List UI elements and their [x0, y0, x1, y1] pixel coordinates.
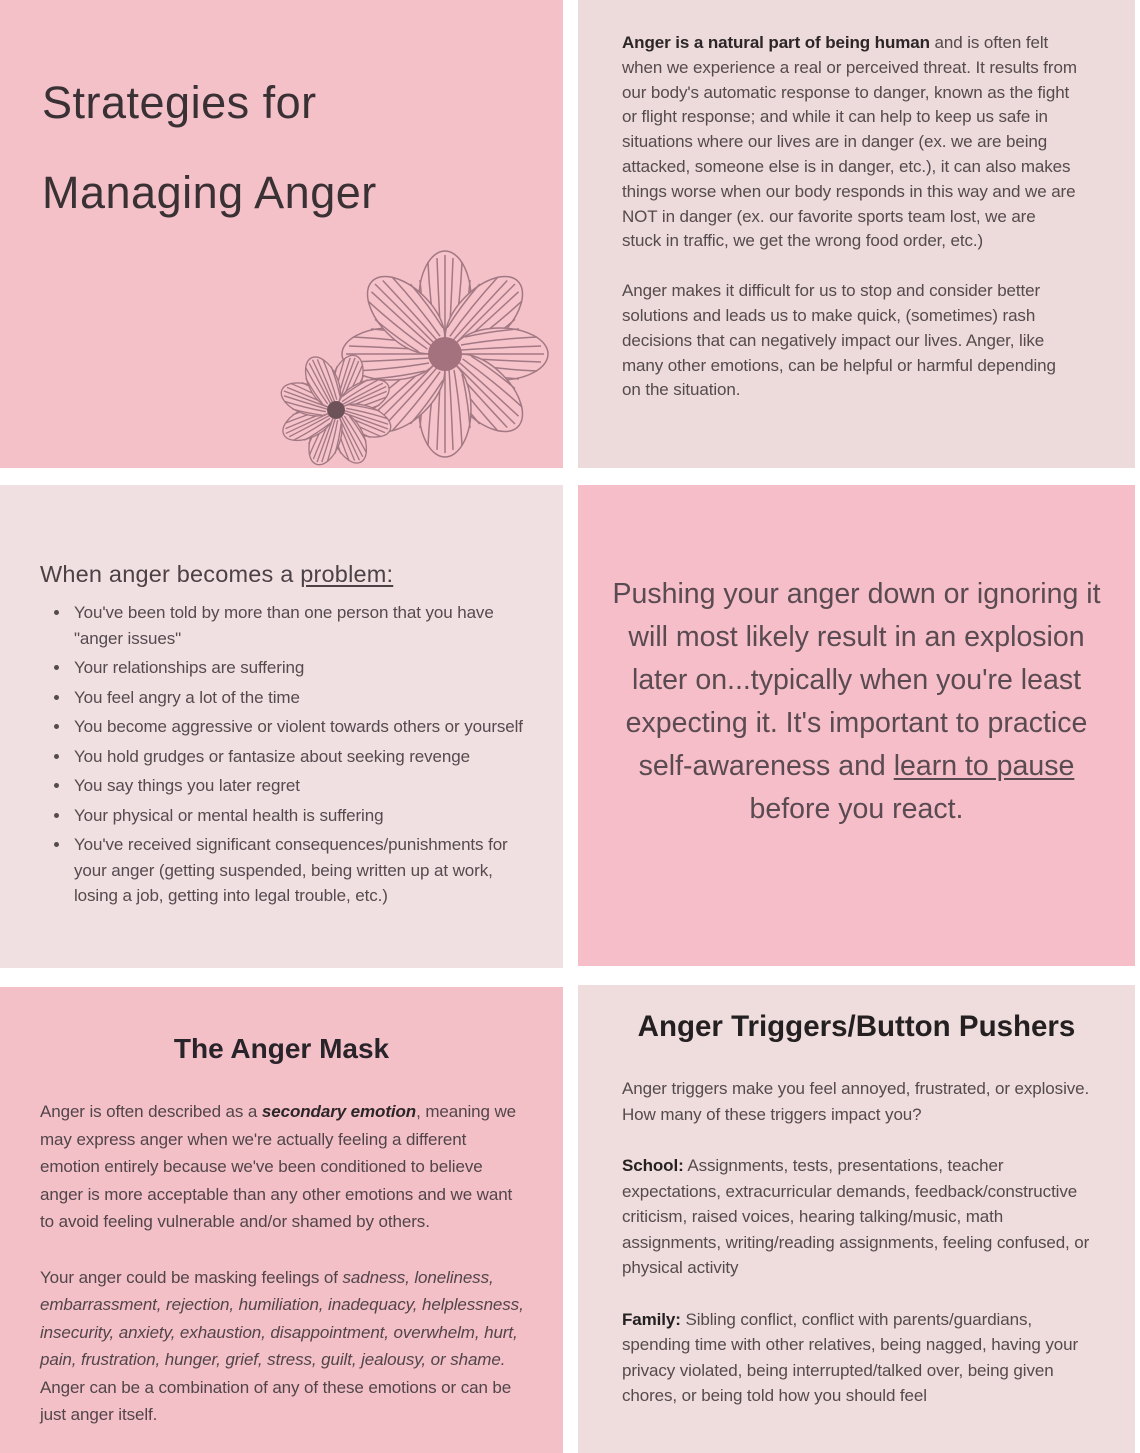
problem-heading: [40, 559, 537, 589]
anger-mask-paragraph-1: [40, 1098, 525, 1236]
triggers-family-text: Sibling conflict, conflict with parents/guardians, spending time with other relatives, being nagged, having your privacy violated, being interrupted/talked over, being given chores, or being told how you should feel: [622, 1309, 1079, 1405]
problem-bullet: • You feel angry a lot of the time: [71, 685, 537, 711]
flower-illustration-icon: [258, 242, 560, 468]
problem-bullet: • You say things you later regret: [71, 773, 537, 799]
mask-p1-emphasis: secondary emotion: [261, 1102, 417, 1121]
problem-bullet: • You've been told by more than one person that you have "anger issues": [71, 600, 537, 651]
anger-mask-heading: The Anger Mask: [173, 1033, 390, 1064]
triggers-intro: Anger triggers make you feel annoyed, frustrated, or explosive. How many of these triggers impact you?: [622, 1079, 1090, 1124]
intro-bold-lead: Anger is a natural part of being human: [622, 33, 930, 52]
anger-mask-paragraph-2: [40, 1264, 525, 1429]
mask-p1-prefix: Anger is often described as a: [40, 1102, 262, 1121]
problem-bullet: • You hold grudges or fantasize about seeking revenge: [71, 744, 537, 770]
problem-bullet: • Your relationships are suffering: [71, 655, 537, 681]
problem-bullet-list: [40, 600, 537, 909]
quote-underlined: learn to pause: [893, 750, 1075, 782]
problem-bullet: • Your physical or mental health is suffering: [71, 803, 537, 829]
quote-block: [578, 485, 1135, 966]
problem-heading-underlined: problem:: [300, 561, 394, 587]
triggers-school-paragraph: [622, 1153, 1095, 1281]
triggers-heading: Anger Triggers/Button Pushers: [637, 1010, 1076, 1043]
triggers-family-label: Family:: [622, 1309, 681, 1329]
problem-bullet: • You've received significant consequences/punishments for your anger (getting suspended, being written up at work, losing a job, getting into legal trouble, etc.): [71, 832, 537, 909]
title-block: [0, 0, 563, 468]
problem-bullet: • You become aggressive or violent towards others or yourself: [71, 714, 537, 740]
intro-paragraph-2: Anger makes it difficult for us to stop and consider better solutions and leads us to make quick, (sometimes) rash decisions that can negatively impact our lives. Anger, like many other emotions, can be helpful or harmful depending on the situation.: [622, 281, 1056, 400]
quote-part-2: before you react.: [749, 793, 964, 825]
triggers-school-text: Assignments, tests, presentations, teacher expectations, extracurricular demands, feedback/constructive criticism, raised voices, hearing talking/music, math assignments, writing/reading assignments, feeling confused, or physical activity: [622, 1156, 1090, 1277]
mask-p2-feelings-list: sadness, loneliness, embarrassment, rejection, humiliation, inadequacy, helplessness, insecurity, anxiety, exhaustion, disappointment, overwhelm, hurt, pain, frustration, hunger, grief, stress, guilt, jealousy, or shame.: [40, 1267, 524, 1369]
problem-heading-prefix: When anger becomes a: [40, 561, 301, 587]
intro-paragraph-1-text: and is often felt when we experience a real or perceived threat. It results from our body's automatic response to danger, known as the fight or flight response; and while it can help to keep us safe in situations where our lives are in danger (ex. we are being attacked, someone else is in danger, etc.), it can also makes things worse when our body responds in this way and we are NOT in danger (ex. our favorite sports team lost, we are stuck in traffic, we get the wrong food order, etc.): [622, 33, 1077, 251]
triggers-family-paragraph: [622, 1307, 1095, 1409]
mask-p2-prefix: Your anger could be masking feelings of: [40, 1267, 343, 1287]
page-title: Strategies for Managing Anger: [42, 77, 377, 218]
anger-mask-block: [0, 987, 563, 1453]
triggers-block: [578, 985, 1135, 1453]
mask-p1-rest: , meaning we may express anger when we're actually feeling a different emotion entirely because we've been conditioned to believe anger is more acceptable than any other emotions and we want to avoid feeling vulnerable and/or shamed by others.: [40, 1102, 517, 1231]
mask-p2-rest: Anger can be a combination of any of these emotions or can be just anger itself.: [40, 1377, 512, 1424]
quote-part-1: Pushing your anger down or ignoring it will most likely result in an explosion later on...typically when you're least expecting it. It's important to practice self-awareness and: [612, 578, 1101, 782]
intro-paragraph-1: [622, 31, 1079, 254]
quote-text: [604, 573, 1109, 831]
triggers-school-label: School:: [622, 1156, 684, 1175]
problem-block: [0, 485, 563, 968]
intro-block: [578, 0, 1135, 468]
